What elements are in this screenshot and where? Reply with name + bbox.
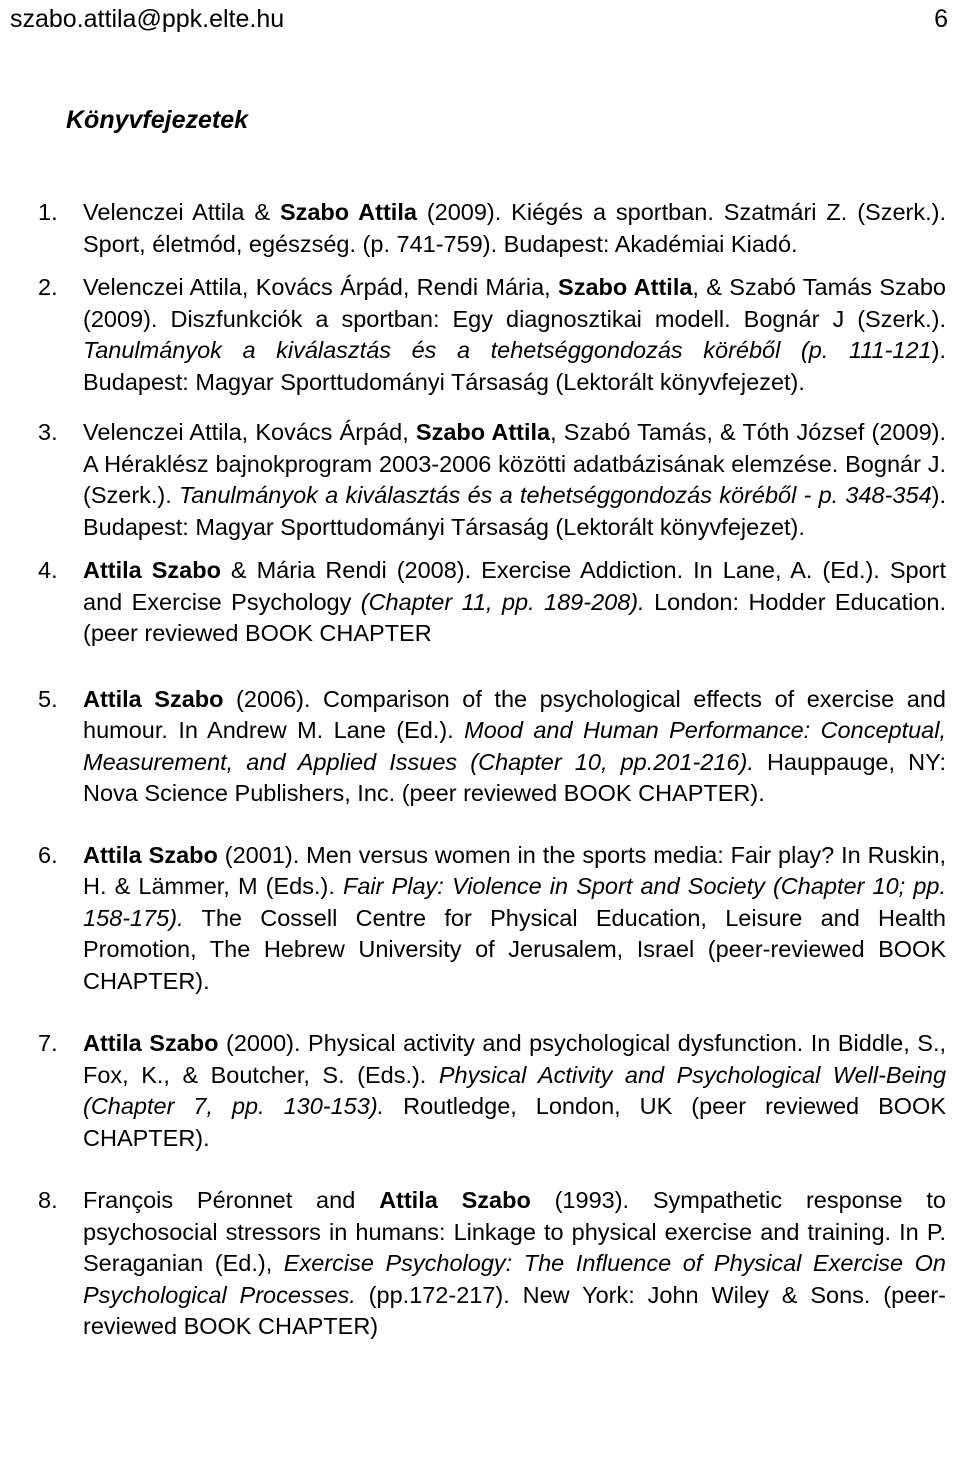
author-highlight: Attila Szabo — [83, 685, 224, 712]
list-item-1 — [0, 197, 960, 260]
citation-text: (2000). Physical activity and psychological dysfunction. In Biddle, S., Fox, K., & Boutcher, S. (Eds.). — [83, 1030, 946, 1088]
authors: Velenczei Attila, Kovács Árpád, Rendi Mária, — [83, 274, 559, 300]
citation-text: (2001). Men versus women in the sports media: Fair play? In Ruskin, H. & Lämmer, M (Eds.). — [83, 841, 947, 899]
authors: Velenczei Attila & — [83, 199, 280, 225]
item-number: 6. — [38, 841, 58, 868]
citation-text: (1993). Sympathetic response to psychosocial stressors in humans: Linkage to physical exercise and training. In P. Seraganian (Ed.), — [83, 1187, 946, 1276]
authors: François Péronnet and — [83, 1187, 380, 1213]
item-number: 7. — [38, 1030, 58, 1056]
publisher-text: (pp.172-217). New York: John Wiley & Sons. (peer-reviewed BOOK CHAPTER) — [83, 1281, 946, 1339]
author-highlight: Attila Szabo — [83, 1030, 219, 1056]
list-item-2 — [0, 272, 960, 398]
book-title: Physical Activity and Psychological Well-Being (Chapter 7, pp. 130-153). — [83, 1061, 947, 1119]
list-item-8 — [0, 1185, 960, 1343]
item-number: 5. — [38, 685, 58, 712]
publisher-text: Hauppauge, NY: Nova Science Publishers, Inc. (peer reviewed BOOK CHAPTER). — [83, 748, 947, 806]
author-highlight: Szabo Attila — [558, 274, 693, 300]
list-item-3 — [0, 417, 960, 543]
item-number: 1. — [38, 199, 58, 225]
list-item-7 — [0, 1028, 960, 1154]
publisher-text: London: Hodder Education. (peer reviewed BOOK CHAPTER — [83, 588, 946, 646]
author-highlight: Szabo Attila — [415, 419, 551, 445]
citation-text: (2009). Kiégés a sportban. Szatmári Z. (Szerk.). Sport, életmód, egészség. (p. 741-759). Budapest: Akadémiai Kiadó. — [83, 199, 946, 257]
citation-text: , & Szabó Tamás Szabo (2009). Diszfunkciók a sportban: Egy diagnosztikai modell. Bognár J (Szerk.). — [83, 274, 946, 332]
book-title: Exercise Psychology: The Influence of Physical Exercise On Psychological Processes. — [83, 1250, 946, 1308]
chapter-list — [0, 197, 960, 1343]
item-number: 2. — [38, 274, 58, 300]
publisher-text: ). Budapest: Magyar Sporttudományi Társaság (Lektorált könyvfejezet). — [83, 482, 946, 540]
publisher-text: Routledge, London, UK (peer reviewed BOOK CHAPTER). — [83, 1093, 946, 1151]
book-title: Tanulmányok a kiválasztás és a tehetséggondozás köréből (p. 111-121 — [83, 337, 932, 363]
authors: Velenczei Attila, Kovács Árpád, — [83, 419, 416, 445]
page-header — [10, 4, 948, 34]
author-email: szabo.attila@ppk.elte.hu — [10, 4, 285, 33]
book-title: Fair Play: Violence in Sport and Society (Chapter 10; pp. 158-175). — [83, 873, 946, 931]
publisher-text: ). Budapest: Magyar Sporttudományi Társaság (Lektorált könyvfejezet). — [83, 337, 946, 395]
book-title: Tanulmányok a kiválasztás és a tehetséggondozás köréből - p. 348-354 — [179, 482, 932, 508]
list-item-4 — [0, 555, 960, 650]
author-highlight: Attila Szabo — [379, 1187, 531, 1213]
book-title: Mood and Human Performance: Conceptual, Measurement, and Applied Issues (Chapter 10, pp.201-216). — [83, 717, 946, 775]
item-number: 4. — [38, 557, 58, 583]
page-number: 6 — [934, 4, 948, 33]
book-title: (Chapter 11, pp. 189-208). — [360, 588, 645, 615]
author-highlight: Attila Szabo — [83, 841, 218, 868]
publisher-text: The Cossell Centre for Physical Education, Leisure and Health Promotion, The Hebrew University of Jerusalem, Israel (peer-reviewed BOOK CHAPTER). — [83, 904, 946, 994]
citation-text: & Mária Rendi (2008). Exercise Addiction. In Lane, A. (Ed.). Sport and Exercise Psychology — [83, 557, 946, 615]
author-highlight: Attila Szabo — [83, 557, 221, 583]
section-title: Könyvfejezetek — [66, 106, 249, 134]
list-item-6 — [0, 840, 960, 998]
author-highlight: Szabo Attila — [279, 199, 417, 225]
citation-text: (2006). Comparison of the psychological effects of exercise and humour. In Andrew M. Lane (Ed.). — [83, 685, 946, 743]
item-number: 3. — [38, 419, 58, 445]
citation-text: , Szabó Tamás, & Tóth József (2009). A Héraklész bajnokprogram 2003-2006 közötti adatbázisának elemzése. Bognár J. (Szerk.). — [83, 419, 946, 508]
item-number: 8. — [38, 1187, 58, 1213]
list-item-5 — [0, 684, 960, 810]
